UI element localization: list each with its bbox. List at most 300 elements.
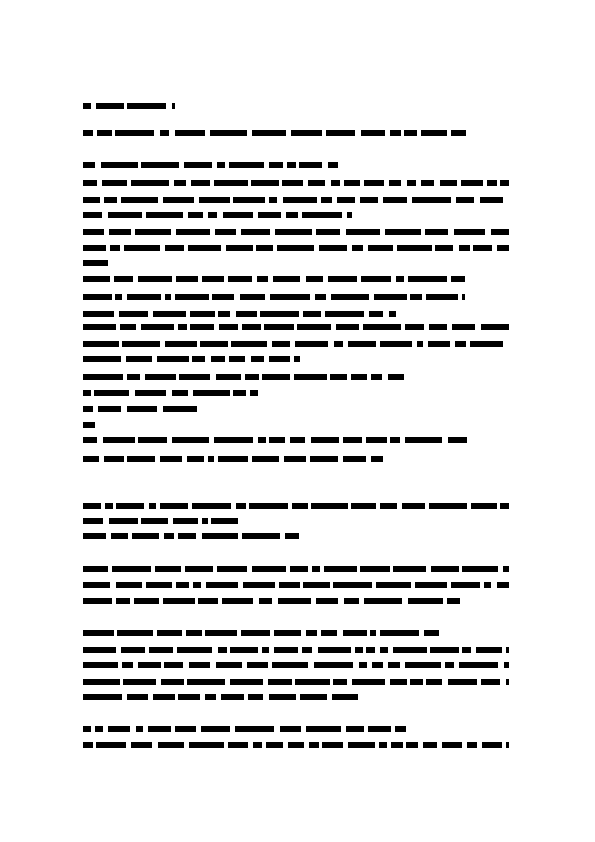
text-word <box>176 582 189 588</box>
text-line <box>83 103 175 109</box>
text-word <box>229 356 245 362</box>
text-word <box>250 390 258 396</box>
text-word <box>361 130 385 136</box>
text-word <box>176 229 210 235</box>
text-line <box>83 162 338 168</box>
text-word <box>111 533 128 539</box>
text-word <box>504 662 509 668</box>
text-word <box>228 742 248 748</box>
text-word <box>83 103 91 109</box>
text-word <box>268 679 292 685</box>
text-word <box>252 566 286 572</box>
text-word <box>264 324 294 330</box>
text-word <box>211 356 225 362</box>
text-word <box>165 245 184 251</box>
text-word <box>123 679 156 685</box>
text-word <box>223 212 253 218</box>
text-word <box>397 245 432 251</box>
text-word <box>160 503 188 509</box>
text-word <box>83 374 123 380</box>
text-word <box>175 130 205 136</box>
text-word <box>185 566 213 572</box>
text-word <box>344 180 360 186</box>
text-word <box>500 503 509 509</box>
text-word <box>116 503 144 509</box>
text-word <box>141 324 174 330</box>
text-word <box>127 374 140 380</box>
text-word <box>506 679 509 685</box>
text-word <box>332 694 358 700</box>
text-word <box>149 647 173 653</box>
text-word <box>188 245 221 251</box>
text-word <box>348 742 375 748</box>
text-word <box>102 180 127 186</box>
text-word <box>428 341 450 347</box>
text-word <box>257 276 268 282</box>
text-word <box>235 726 274 732</box>
text-word <box>160 130 169 136</box>
text-word <box>189 662 210 668</box>
text-word <box>190 324 214 330</box>
text-word <box>131 180 169 186</box>
text-word <box>462 647 471 653</box>
text-word <box>132 533 159 539</box>
text-word <box>500 180 509 186</box>
text-word <box>138 437 167 443</box>
text-word <box>158 742 184 748</box>
text-word <box>284 456 306 462</box>
text-word <box>408 276 447 282</box>
text-word <box>172 390 188 396</box>
text-word <box>236 311 257 317</box>
text-word <box>243 582 275 588</box>
text-word <box>216 662 242 668</box>
text-word <box>210 130 247 136</box>
text-word <box>83 694 122 700</box>
text-word <box>395 726 406 732</box>
text-word <box>316 598 338 604</box>
text-word <box>396 276 404 282</box>
text-word <box>306 630 317 636</box>
text-word <box>473 245 492 251</box>
text-word <box>83 197 100 203</box>
text-word <box>83 245 106 251</box>
text-word <box>315 294 326 300</box>
text-word <box>316 229 340 235</box>
text-word <box>83 180 97 186</box>
text-word <box>303 311 321 317</box>
text-word <box>364 598 402 604</box>
text-word <box>103 437 135 443</box>
text-word <box>216 374 241 380</box>
text-word <box>193 582 201 588</box>
text-word <box>361 276 391 282</box>
text-word <box>442 742 462 748</box>
text-word <box>202 518 208 524</box>
text-word <box>366 647 375 653</box>
text-word <box>186 630 202 636</box>
text-line <box>83 130 466 136</box>
text-word <box>376 582 411 588</box>
text-word <box>120 324 136 330</box>
text-word <box>219 324 238 330</box>
text-word <box>184 162 212 168</box>
text-word <box>249 503 288 509</box>
text-word <box>462 566 498 572</box>
text-word <box>269 197 277 203</box>
text-word <box>429 324 447 330</box>
text-word <box>200 341 228 347</box>
text-word <box>383 197 407 203</box>
text-word <box>355 647 363 653</box>
text-word <box>199 197 230 203</box>
text-word <box>487 180 497 186</box>
text-word <box>83 598 112 604</box>
text-word <box>435 245 453 251</box>
text-line <box>83 456 383 462</box>
text-word <box>208 456 214 462</box>
text-word <box>83 742 93 748</box>
text-word <box>253 742 262 748</box>
text-word <box>83 662 118 668</box>
text-word <box>322 742 343 748</box>
text-word <box>124 245 160 251</box>
text-word <box>215 229 236 235</box>
text-word <box>319 245 347 251</box>
text-word <box>426 294 458 300</box>
text-word <box>134 598 159 604</box>
text-word <box>121 647 145 653</box>
text-word <box>393 647 427 653</box>
text-word <box>314 662 353 668</box>
text-word <box>173 518 198 524</box>
text-word <box>101 162 138 168</box>
text-word <box>83 422 95 428</box>
text-word <box>407 180 416 186</box>
text-word <box>308 180 325 186</box>
text-word <box>83 130 93 136</box>
text-word <box>95 726 103 732</box>
text-word <box>178 533 196 539</box>
text-word <box>131 742 152 748</box>
text-word <box>161 679 184 685</box>
text-word <box>121 197 158 203</box>
text-word <box>83 566 108 572</box>
text-word <box>344 598 359 604</box>
text-word <box>285 533 299 539</box>
text-word <box>174 180 186 186</box>
text-word <box>406 742 418 748</box>
text-word <box>274 647 298 653</box>
text-word <box>347 212 352 218</box>
text-word <box>164 533 174 539</box>
text-word <box>190 311 215 317</box>
text-word <box>303 582 330 588</box>
text-word <box>302 212 342 218</box>
text-word <box>412 197 451 203</box>
text-word <box>172 103 175 109</box>
text-word <box>462 294 465 300</box>
text-word <box>326 130 355 136</box>
text-word <box>83 229 104 235</box>
text-word <box>328 162 338 168</box>
text-word <box>242 324 261 330</box>
text-word <box>440 180 457 186</box>
text-word <box>380 647 388 653</box>
text-word <box>497 582 509 588</box>
text-word <box>390 130 401 136</box>
text-word <box>390 679 407 685</box>
text-word <box>405 437 442 443</box>
text-word <box>448 679 477 685</box>
text-word <box>292 503 308 509</box>
text-word <box>226 245 253 251</box>
text-word <box>311 437 339 443</box>
text-line <box>83 390 263 396</box>
text-word <box>214 437 253 443</box>
text-word <box>389 180 401 186</box>
text-line <box>83 598 460 604</box>
text-word <box>371 374 382 380</box>
text-word <box>193 390 230 396</box>
text-word <box>294 374 327 380</box>
text-word <box>272 341 290 347</box>
text-word <box>410 294 422 300</box>
text-word <box>451 582 480 588</box>
text-word <box>311 503 348 509</box>
text-word <box>138 662 161 668</box>
text-word <box>201 726 230 732</box>
text-word <box>116 598 130 604</box>
text-line <box>83 503 509 509</box>
text-word <box>506 647 509 653</box>
text-word <box>300 694 327 700</box>
text-word <box>269 694 296 700</box>
text-word <box>456 197 474 203</box>
text-word <box>98 406 121 412</box>
text-word <box>164 662 183 668</box>
text-word <box>405 662 441 668</box>
text-word <box>389 311 396 317</box>
text-line <box>83 406 204 412</box>
text-line <box>83 437 467 443</box>
text-word <box>160 456 182 462</box>
text-word <box>135 390 166 396</box>
text-word <box>370 630 376 636</box>
text-word <box>145 374 176 380</box>
text-line <box>83 212 352 218</box>
text-word <box>321 197 332 203</box>
text-word <box>94 390 129 396</box>
text-word <box>83 533 106 539</box>
text-word <box>274 630 301 636</box>
text-line <box>83 726 406 732</box>
text-word <box>333 582 372 588</box>
text-word <box>141 162 179 168</box>
text-word <box>252 456 279 462</box>
text-word <box>445 662 454 668</box>
text-word <box>290 566 308 572</box>
text-word <box>380 341 412 347</box>
text-word <box>256 245 273 251</box>
text-word <box>83 390 91 396</box>
text-word <box>127 103 166 109</box>
text-word <box>141 518 168 524</box>
text-word <box>506 742 509 748</box>
text-word <box>138 276 172 282</box>
text-word <box>408 598 443 604</box>
text-word <box>208 212 217 218</box>
text-word <box>198 598 218 604</box>
text-word <box>83 518 103 524</box>
text-word <box>97 130 112 136</box>
text-word <box>368 245 393 251</box>
text-word <box>410 679 423 685</box>
text-word <box>352 679 385 685</box>
text-word <box>391 742 403 748</box>
text-line <box>83 422 97 428</box>
text-word <box>282 180 303 186</box>
text-word <box>426 679 442 685</box>
text-word <box>109 229 131 235</box>
text-word <box>343 630 367 636</box>
text-word <box>360 197 378 203</box>
text-word <box>172 437 209 443</box>
text-word <box>83 294 112 300</box>
text-line <box>83 566 509 572</box>
text-word <box>277 245 314 251</box>
text-word <box>228 276 252 282</box>
text-word <box>176 276 198 282</box>
text-word <box>221 694 244 700</box>
text-word <box>83 503 101 509</box>
text-word <box>280 726 301 732</box>
text-word <box>380 630 419 636</box>
text-word <box>83 311 114 317</box>
text-word <box>136 726 143 732</box>
text-word <box>388 662 400 668</box>
text-word <box>119 311 148 317</box>
text-word <box>336 324 359 330</box>
text-word <box>241 630 270 636</box>
text-word <box>83 726 91 732</box>
text-word <box>146 582 172 588</box>
text-word <box>343 456 366 462</box>
text-word <box>127 294 161 300</box>
text-word <box>269 437 285 443</box>
text-word <box>481 324 509 330</box>
text-word <box>233 390 246 396</box>
text-word <box>279 582 300 588</box>
text-word <box>83 212 102 218</box>
text-word <box>175 294 209 300</box>
text-line <box>83 229 509 235</box>
text-line <box>83 311 396 317</box>
text-line <box>83 294 465 300</box>
text-word <box>363 324 401 330</box>
text-word <box>233 197 265 203</box>
text-word <box>447 598 460 604</box>
text-word <box>127 406 157 412</box>
text-word <box>421 130 447 136</box>
text-word <box>104 456 124 462</box>
text-word <box>230 679 263 685</box>
text-word <box>96 742 126 748</box>
text-word <box>83 324 116 330</box>
text-word <box>330 374 347 380</box>
text-word <box>309 742 319 748</box>
text-word <box>83 260 108 266</box>
text-word <box>251 180 279 186</box>
text-word <box>202 533 238 539</box>
text-word <box>211 518 238 524</box>
text-word <box>252 130 286 136</box>
text-word <box>259 598 272 604</box>
text-word <box>451 276 465 282</box>
text-word <box>467 742 477 748</box>
text-word <box>448 437 467 443</box>
text-word <box>157 630 182 636</box>
text-word <box>229 162 264 168</box>
text-word <box>425 229 448 235</box>
text-line <box>83 245 509 251</box>
text-word <box>157 356 189 362</box>
text-word <box>497 245 509 251</box>
text-word <box>163 598 195 604</box>
text-word <box>83 341 119 347</box>
text-word <box>390 437 400 443</box>
text-word <box>217 162 225 168</box>
text-word <box>283 197 317 203</box>
text-word <box>206 582 238 588</box>
text-word <box>482 742 502 748</box>
text-word <box>148 726 171 732</box>
text-line <box>83 582 509 588</box>
text-word <box>179 374 210 380</box>
text-word <box>351 374 367 380</box>
text-word <box>480 197 503 203</box>
text-word <box>431 566 459 572</box>
text-word <box>325 311 364 317</box>
text-word <box>83 437 97 443</box>
text-word <box>189 742 224 748</box>
text-word <box>83 647 116 653</box>
text-word <box>149 503 156 509</box>
text-word <box>108 212 142 218</box>
text-word <box>481 679 500 685</box>
text-word <box>248 694 263 700</box>
text-word <box>115 294 122 300</box>
text-word <box>278 598 311 604</box>
text-word <box>461 180 483 186</box>
text-word <box>114 276 133 282</box>
text-word <box>127 694 148 700</box>
text-word <box>415 582 447 588</box>
text-word <box>214 180 248 186</box>
text-word <box>83 679 120 685</box>
text-word <box>218 647 227 653</box>
text-word <box>273 276 300 282</box>
text-word <box>368 726 391 732</box>
text-line <box>83 324 509 330</box>
text-word <box>297 324 331 330</box>
text-word <box>83 356 121 362</box>
text-word <box>112 566 151 572</box>
text-line <box>83 197 509 203</box>
text-word <box>503 566 509 572</box>
text-word <box>117 630 153 636</box>
text-word <box>270 294 310 300</box>
